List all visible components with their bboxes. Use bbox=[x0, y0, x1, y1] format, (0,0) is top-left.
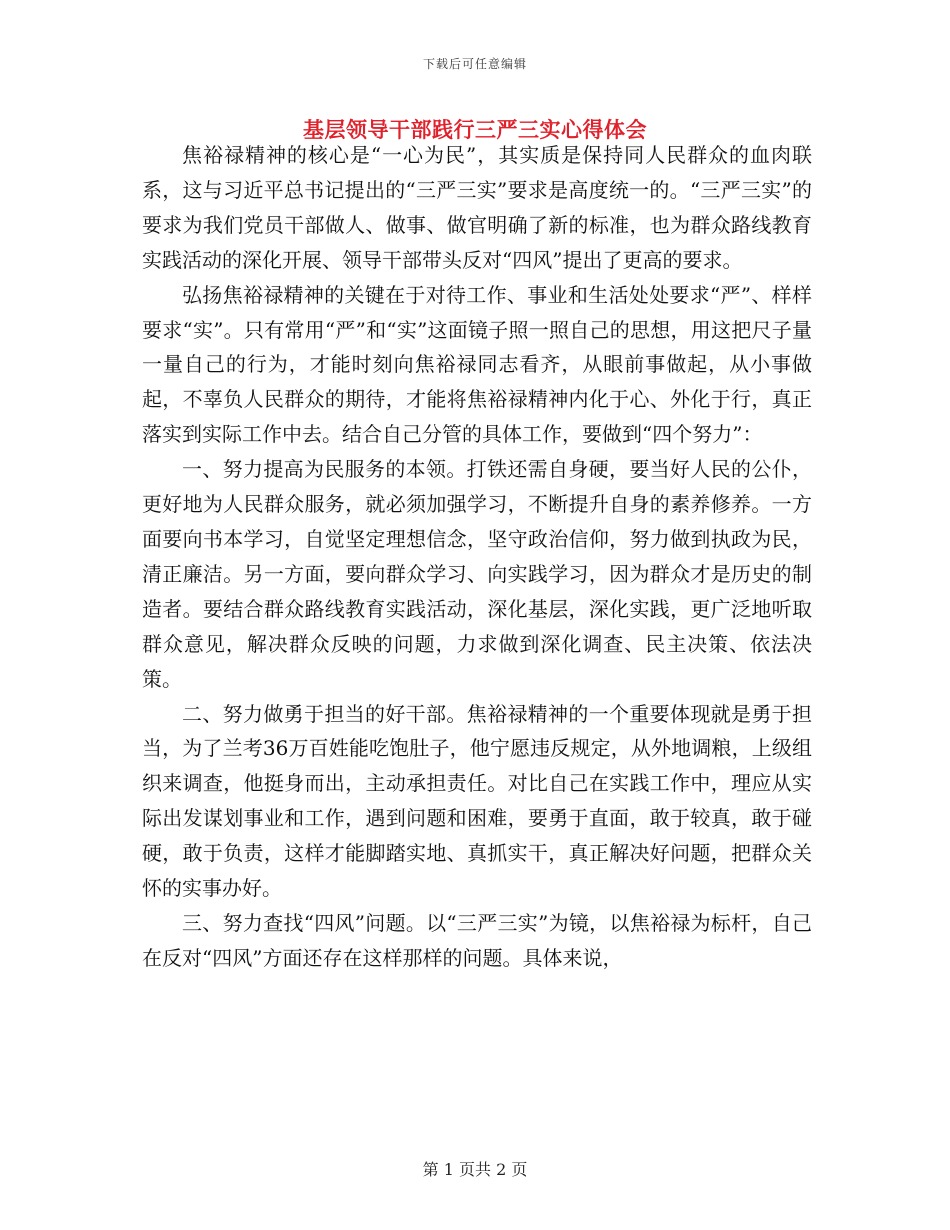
page-number: 第 1 页共 2 页 bbox=[422, 1160, 528, 1179]
paragraph: 二、努力做勇于担当的好干部。焦裕禄精神的一个重要体现就是勇于担当，为了兰考36万百姓能吃饱肚子，他宁愿违反规定，从外地调粮，上级组织来调查，他挺身而出，主动承担责任。对比自己在实践工作中，理应从实际出发谋划事业和工作，遇到问题和困难，要勇于直面，敢于较真，敢于碰硬，敢于负责，这样才能脚踏实地、真抓实干，真正解决好问题，把群众关怀的实事办好。 bbox=[142, 701, 812, 901]
paragraph: 弘扬焦裕禄精神的关键在于对待工作、事业和生活处处要求“严”、样样要求“实”。只有常用“严”和“实”这面镜子照一照自己的思想，用这把尺子量一量自己的行为，才能时刻向焦裕禄同志看齐，从眼前事做起，从小事做起，不辜负人民群众的期待，才能将焦裕禄精神内化于心、外化于行，真正落实到实际工作中去。结合自己分管的具体工作，要做到“四个努力”： bbox=[142, 282, 812, 447]
paragraph: 焦裕禄精神的核心是“一心为民”，其实质是保持同人民群众的血肉联系，这与习近平总书记提出的“三严三实”要求是高度统一的。“三严三实”的要求为我们党员干部做人、做事、做官明确了新的标准，也为群众路线教育实践活动的深化开展、领导干部带头反对“四风”提出了更高的要求。 bbox=[142, 143, 812, 272]
document-body bbox=[142, 138, 812, 976]
paragraph: 一、努力提高为民服务的本领。打铁还需自身硬，要当好人民的公仆，更好地为人民群众服务，就必须加强学习，不断提升自身的素养修养。一方面要向书本学习，自觉坚定理想信念，坚守政治信仰，努力做到执政为民，清正廉洁。另一方面，要向群众学习、向实践学习，因为群众才是历史的制造者。要结合群众路线教育实践活动，深化基层，深化实践，更广泛地听取群众意见，解决群众反映的问题，力求做到深化调查、民主决策、依法决策。 bbox=[142, 457, 812, 691]
document-title: 基层领导干部践行三严三实心得体会 bbox=[303, 118, 647, 142]
header-note: 下载后可任意编辑 bbox=[422, 57, 527, 71]
paragraph: 三、努力查找“四风”问题。以“三严三实”为镜，以焦裕禄为标杆，自己在反对“四风”方面还存在这样那样的问题。具体来说， bbox=[142, 910, 812, 970]
